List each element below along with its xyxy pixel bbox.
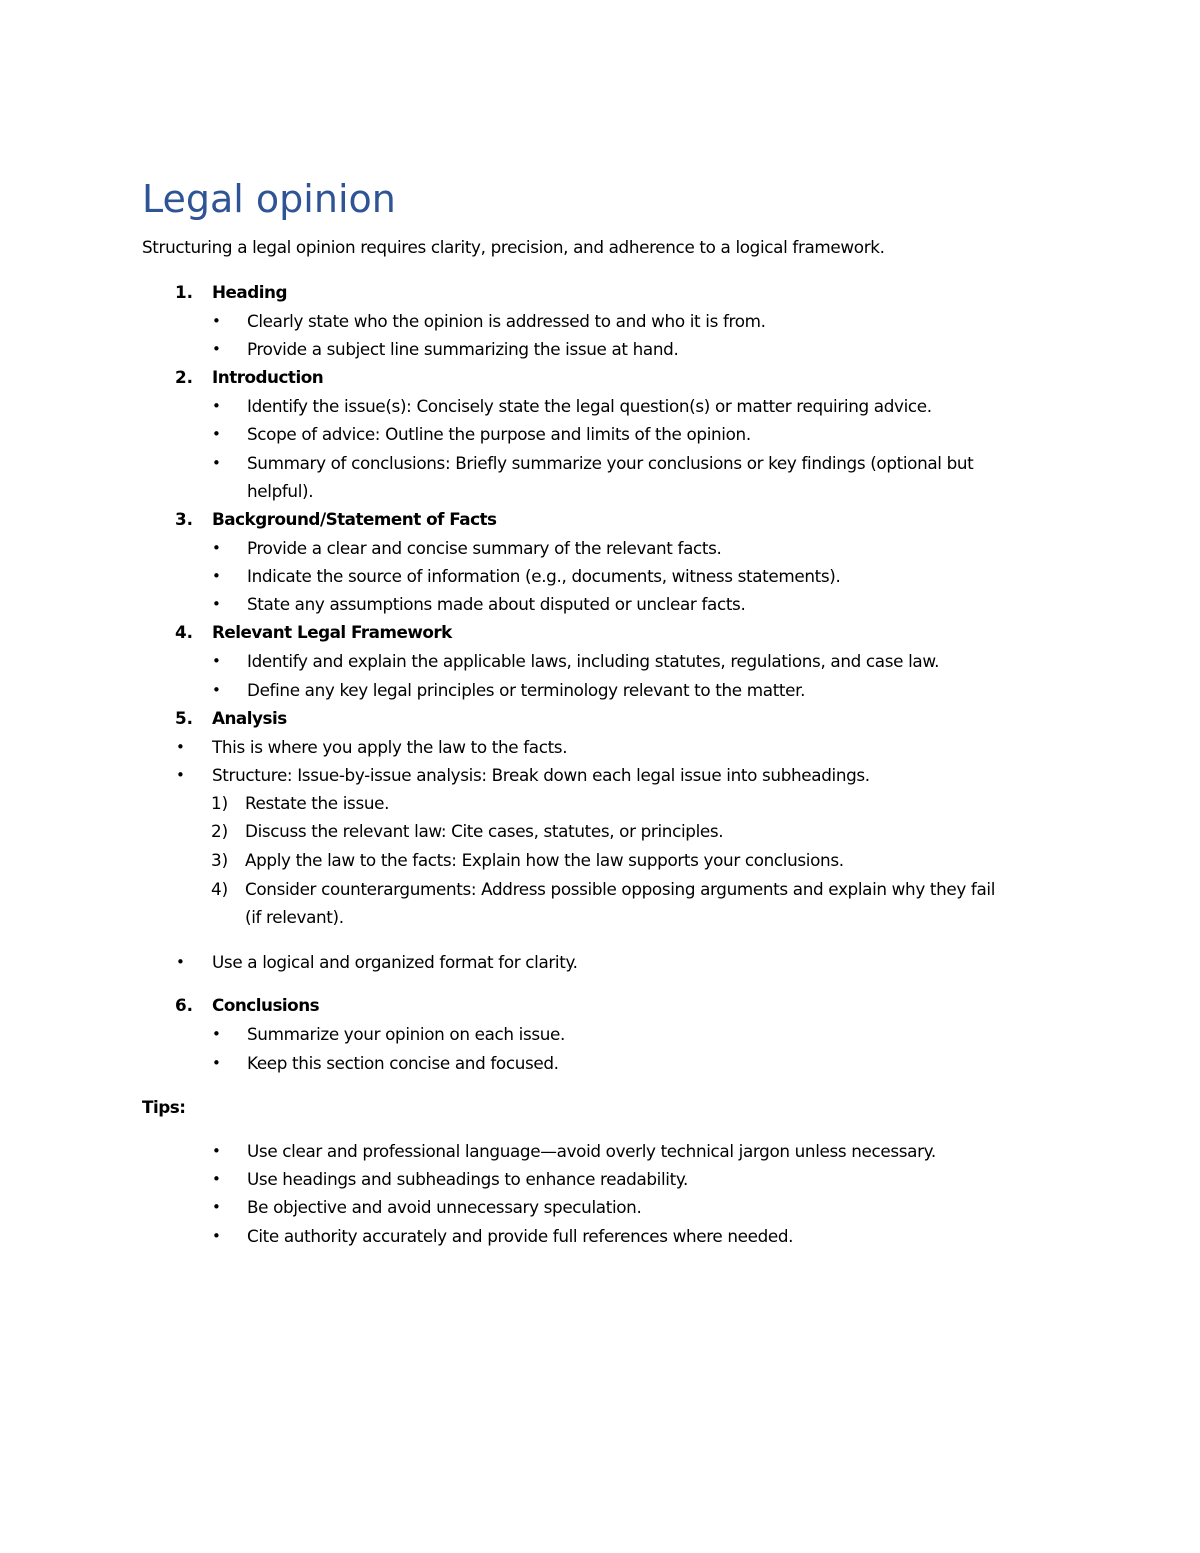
step-item: Restate the issue. (245, 793, 390, 813)
list-item-continuation: helpful). (247, 481, 314, 501)
bullet-icon: • (212, 567, 221, 585)
list-item: Use a logical and organized format for clarity. (212, 952, 578, 972)
bullet-icon: • (176, 766, 185, 784)
section-heading-legal-framework: Relevant Legal Framework (212, 622, 452, 642)
tip-item: Be objective and avoid unnecessary speculation. (247, 1197, 642, 1217)
bullet-icon: • (212, 595, 221, 613)
tips-heading: Tips: (142, 1097, 186, 1117)
bullet-icon: • (212, 1170, 221, 1188)
intro-paragraph: Structuring a legal opinion requires clarity, precision, and adherence to a logical framework. (142, 237, 885, 257)
list-item: Clearly state who the opinion is addressed to and who it is from. (247, 311, 766, 331)
bullet-icon: • (212, 681, 221, 699)
section-heading-introduction: Introduction (212, 367, 324, 387)
list-item: Keep this section concise and focused. (247, 1053, 559, 1073)
list-item: Identify and explain the applicable laws, including statutes, regulations, and case law. (247, 651, 940, 671)
tip-item: Use headings and subheadings to enhance readability. (247, 1169, 689, 1189)
section-number: 4. (175, 622, 194, 642)
section-number: 5. (175, 708, 194, 728)
list-item: This is where you apply the law to the facts. (212, 737, 568, 757)
list-item: Provide a clear and concise summary of the relevant facts. (247, 538, 722, 558)
step-item: Consider counterarguments: Address possible opposing arguments and explain why they fail (245, 879, 996, 899)
step-item: Discuss the relevant law: Cite cases, statutes, or principles. (245, 821, 724, 841)
bullet-icon: • (212, 425, 221, 443)
bullet-icon: • (176, 738, 185, 756)
step-number: 3) (211, 850, 229, 870)
bullet-icon: • (212, 1198, 221, 1216)
list-item: Provide a subject line summarizing the issue at hand. (247, 339, 679, 359)
bullet-icon: • (212, 1054, 221, 1072)
list-item: Summary of conclusions: Briefly summarize your conclusions or key findings (optional but (247, 453, 974, 473)
bullet-icon: • (212, 454, 221, 472)
list-item: Summarize your opinion on each issue. (247, 1024, 566, 1044)
section-number: 1. (175, 282, 194, 302)
step-item: Apply the law to the facts: Explain how the law supports your conclusions. (245, 850, 844, 870)
step-item-continuation: (if relevant). (245, 907, 344, 927)
section-heading-analysis: Analysis (212, 708, 287, 728)
list-item: Indicate the source of information (e.g., documents, witness statements). (247, 566, 841, 586)
section-heading-heading: Heading (212, 282, 287, 302)
list-item: Scope of advice: Outline the purpose and limits of the opinion. (247, 424, 751, 444)
section-heading-background: Background/Statement of Facts (212, 509, 497, 529)
bullet-icon: • (212, 652, 221, 670)
section-heading-conclusions: Conclusions (212, 995, 320, 1015)
bullet-icon: • (212, 539, 221, 557)
section-number: 6. (175, 995, 194, 1015)
step-number: 4) (211, 879, 229, 899)
bullet-icon: • (212, 1025, 221, 1043)
step-number: 1) (211, 793, 229, 813)
bullet-icon: • (176, 953, 185, 971)
bullet-icon: • (212, 340, 221, 358)
section-number: 3. (175, 509, 194, 529)
tip-item: Cite authority accurately and provide full references where needed. (247, 1226, 794, 1246)
section-number: 2. (175, 367, 194, 387)
document-title: Legal opinion (142, 177, 396, 221)
list-item: Structure: Issue-by-issue analysis: Break down each legal issue into subheadings. (212, 765, 870, 785)
tip-item: Use clear and professional language—avoid overly technical jargon unless necessary. (247, 1141, 936, 1161)
list-item: State any assumptions made about disputed or unclear facts. (247, 594, 746, 614)
list-item: Define any key legal principles or terminology relevant to the matter. (247, 680, 806, 700)
bullet-icon: • (212, 1142, 221, 1160)
bullet-icon: • (212, 397, 221, 415)
bullet-icon: • (212, 312, 221, 330)
bullet-icon: • (212, 1227, 221, 1245)
list-item: Identify the issue(s): Concisely state the legal question(s) or matter requiring advice. (247, 396, 932, 416)
step-number: 2) (211, 821, 229, 841)
